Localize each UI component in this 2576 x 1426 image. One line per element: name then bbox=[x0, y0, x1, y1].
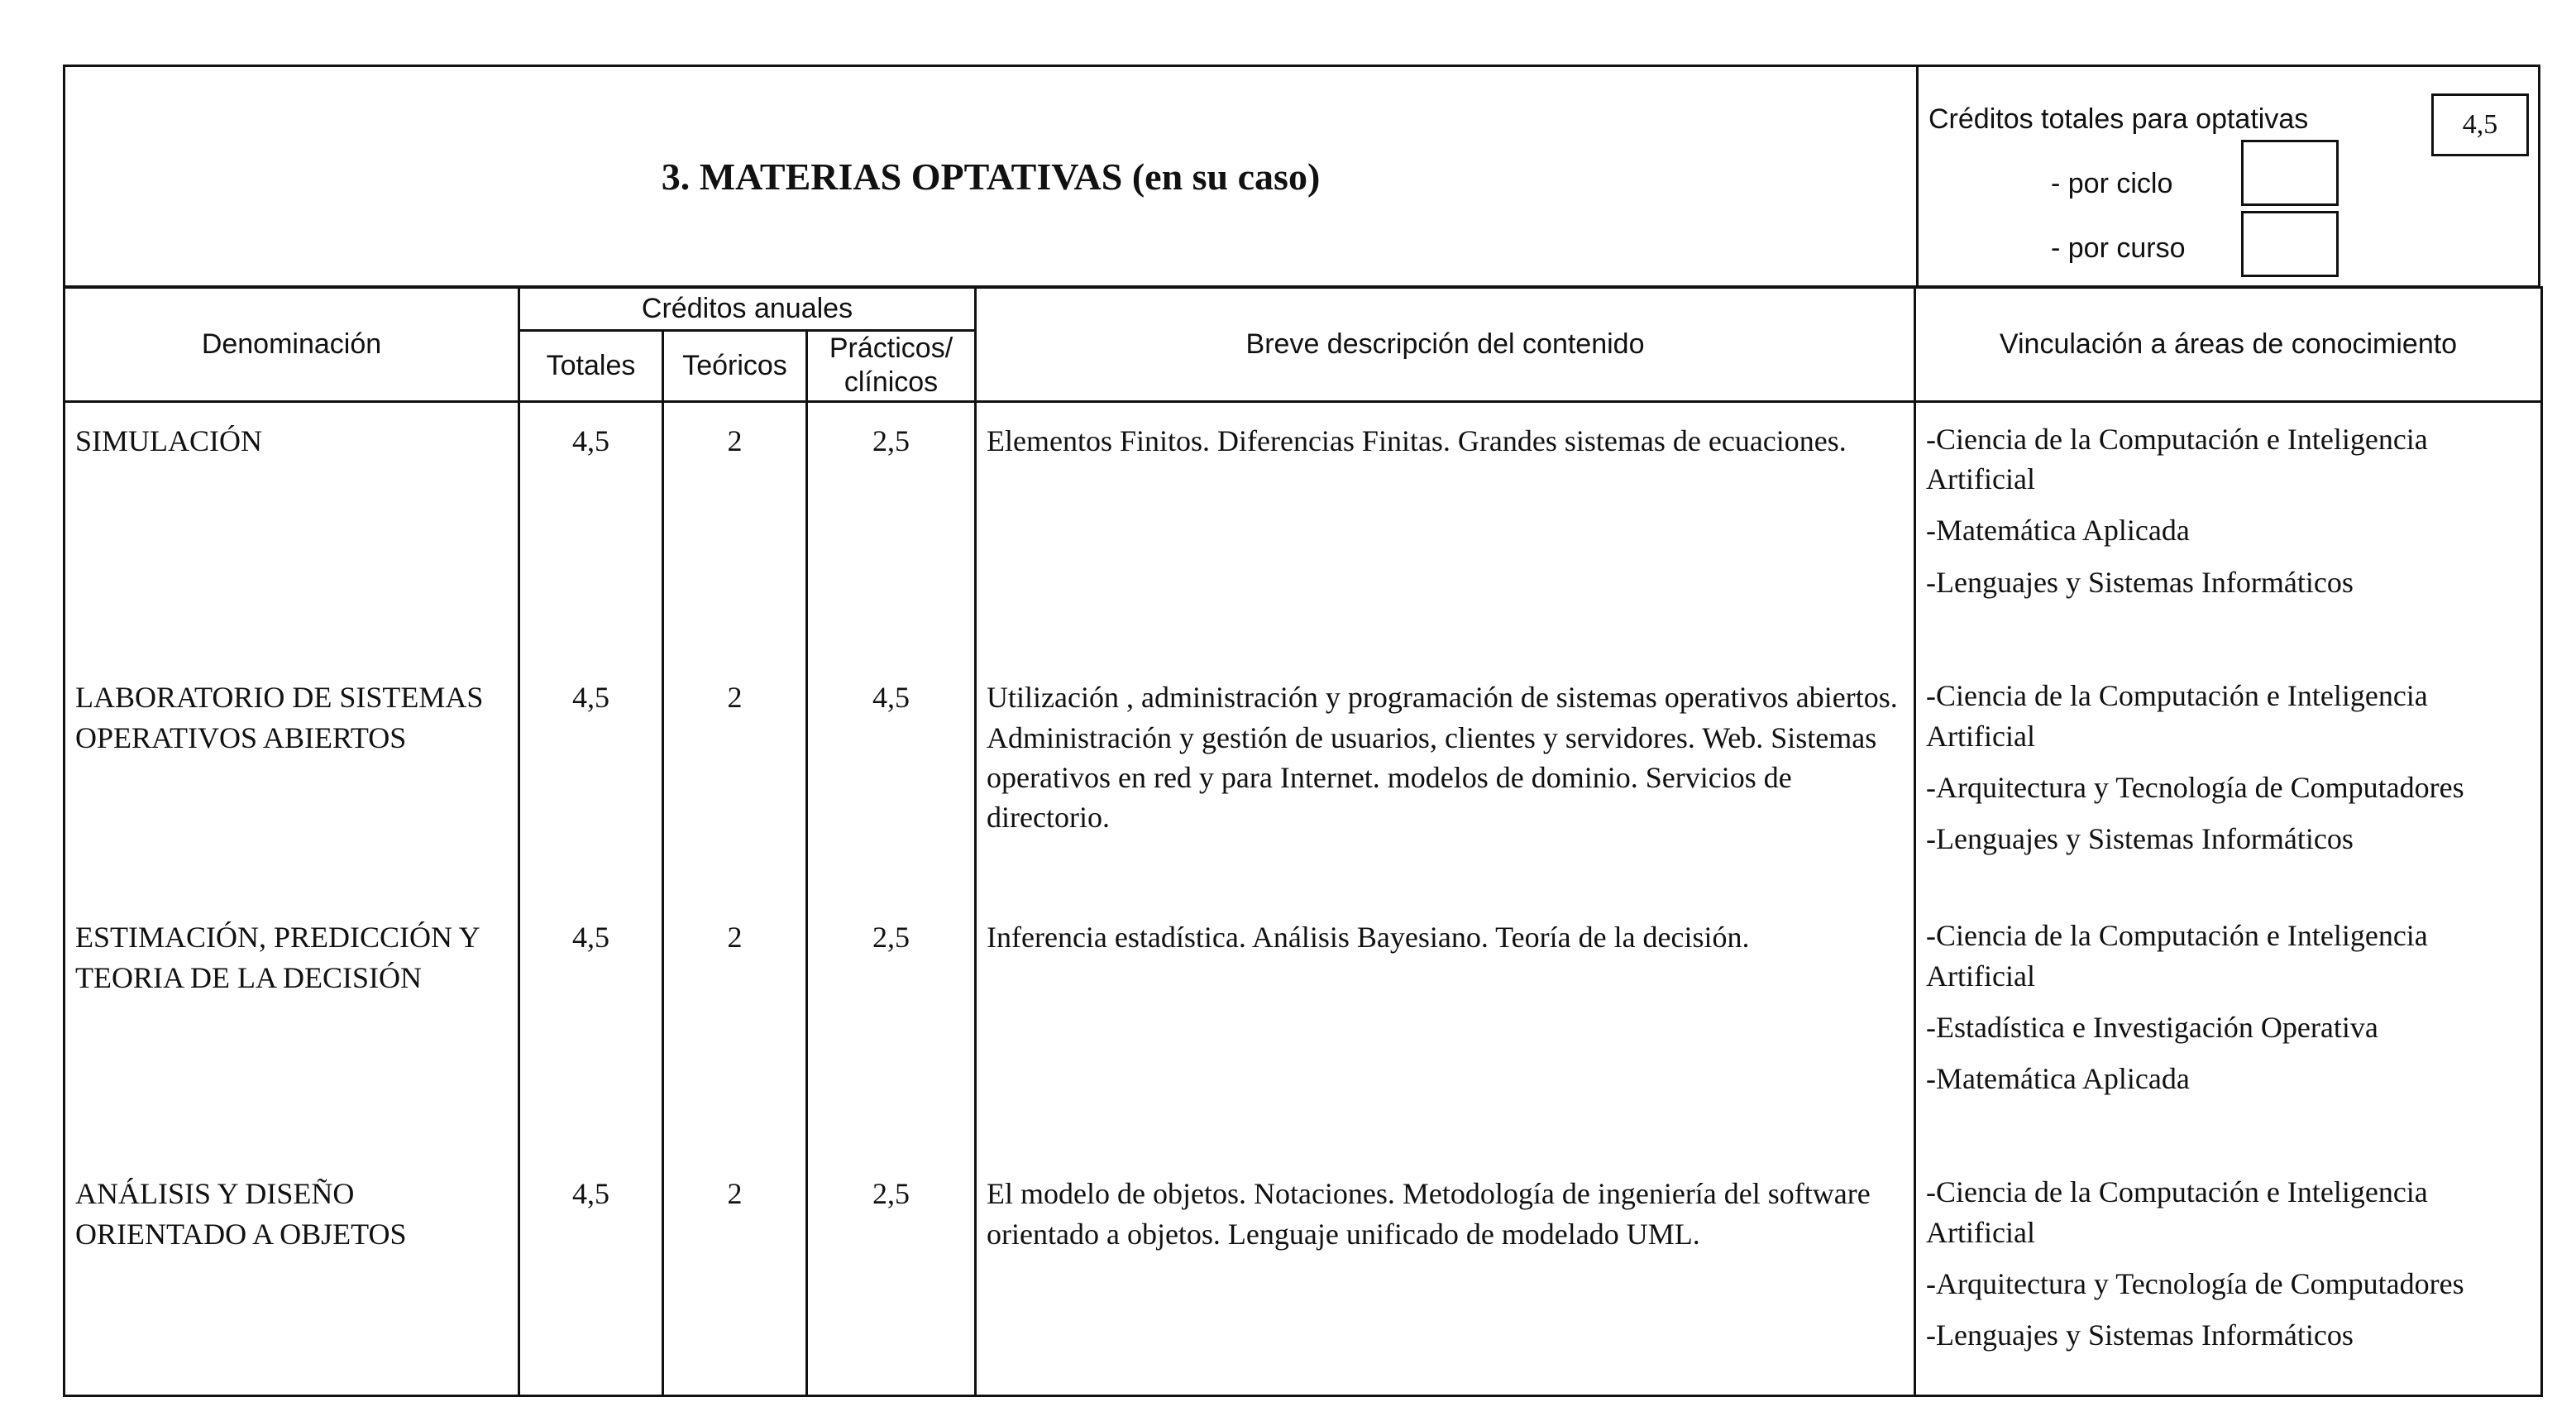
area-item: -Ciencia de la Computación e Inteligencia Artificial bbox=[1926, 1175, 2428, 1249]
area-item: -Estadística e Investigación Operativa bbox=[1926, 1010, 2378, 1044]
subject-name: SIMULACIÓN bbox=[65, 401, 519, 659]
credits-practice: 2,5 bbox=[807, 899, 976, 1156]
per-course-box bbox=[2241, 211, 2339, 277]
area-item: -Arquitectura y Tecnología de Computadores bbox=[1926, 1266, 2464, 1300]
subject-description: Utilización , administración y programación de sistemas operativos abiertos. Administración y gestión de usuarios, clientes y servidores. Web. Sistemas operativos en red y para Internet. modelos de dominio. Servicios de directorio. bbox=[976, 659, 1915, 899]
knowledge-areas bbox=[1915, 1156, 2542, 1395]
total-credits-label: Créditos totales para optativas bbox=[1928, 103, 2309, 135]
knowledge-areas bbox=[1915, 401, 2542, 659]
knowledge-areas bbox=[1915, 899, 2542, 1156]
subject-description: El modelo de objetos. Notaciones. Metodología de ingeniería del software orientado a objetos. Lenguaje unificado de modelado UML. bbox=[976, 1156, 1915, 1395]
credits-theory: 2 bbox=[663, 659, 807, 899]
area-item: -Lenguajes y Sistemas Informáticos bbox=[1926, 565, 2354, 599]
table-row bbox=[65, 659, 2542, 899]
knowledge-areas bbox=[1915, 659, 2542, 899]
credits-total: 4,5 bbox=[519, 401, 663, 659]
col-header-theory: Teóricos bbox=[663, 331, 807, 402]
subject-description: Inferencia estadística. Análisis Bayesiano. Teoría de la decisión. bbox=[976, 899, 1915, 1156]
subject-name: LABORATORIO DE SISTEMAS OPERATIVOS ABIERTOS bbox=[65, 659, 519, 899]
col-header-credits: Créditos anuales bbox=[519, 288, 976, 331]
col-header-areas: Vinculación a áreas de conocimiento bbox=[1915, 288, 2542, 402]
credits-theory: 2 bbox=[663, 899, 807, 1156]
area-item: -Ciencia de la Computación e Inteligencia Artificial bbox=[1926, 919, 2428, 993]
col-header-practice: Prácticos/ clínicos bbox=[807, 331, 976, 402]
total-credits-panel bbox=[1916, 67, 2540, 285]
credits-total: 4,5 bbox=[519, 659, 663, 899]
subjects-table bbox=[63, 286, 2543, 1397]
subject-name: ANÁLISIS Y DISEÑO ORIENTADO A OBJETOS bbox=[65, 1156, 519, 1395]
credits-practice: 2,5 bbox=[807, 401, 976, 659]
credits-total: 4,5 bbox=[519, 899, 663, 1156]
col-header-name: Denominación bbox=[65, 288, 519, 402]
per-cycle-box bbox=[2241, 140, 2339, 206]
subject-name: ESTIMACIÓN, PREDICCIÓN Y TEORIA DE LA DECISIÓN bbox=[65, 899, 519, 1156]
table-row bbox=[65, 1156, 2542, 1395]
page-title: 3. MATERIAS OPTATIVAS (en su caso) bbox=[661, 155, 1321, 198]
subject-description: Elementos Finitos. Diferencias Finitas. Grandes sistemas de ecuaciones. bbox=[976, 401, 1915, 659]
area-item: -Arquitectura y Tecnología de Computadores bbox=[1926, 770, 2464, 804]
credits-theory: 2 bbox=[663, 1156, 807, 1395]
area-item: -Matemática Aplicada bbox=[1926, 514, 2190, 548]
form-header bbox=[63, 65, 2540, 288]
per-cycle-label: - por ciclo bbox=[2051, 168, 2173, 199]
col-header-total: Totales bbox=[519, 331, 663, 402]
table-row bbox=[65, 401, 2542, 659]
per-course-label: - por curso bbox=[2051, 232, 2186, 264]
optional-subjects-form bbox=[63, 65, 2540, 1419]
credits-practice: 4,5 bbox=[807, 659, 976, 899]
area-item: -Lenguajes y Sistemas Informáticos bbox=[1926, 822, 2354, 856]
credits-total: 4,5 bbox=[519, 1156, 663, 1395]
area-item: -Lenguajes y Sistemas Informáticos bbox=[1926, 1318, 2354, 1352]
area-item: -Ciencia de la Computación e Inteligencia Artificial bbox=[1926, 679, 2428, 753]
area-item: -Ciencia de la Computación e Inteligencia Artificial bbox=[1926, 422, 2428, 496]
col-header-description: Breve descripción del contenido bbox=[976, 288, 1915, 402]
area-item: -Matemática Aplicada bbox=[1926, 1062, 2190, 1096]
credits-theory: 2 bbox=[663, 401, 807, 659]
table-row bbox=[65, 899, 2542, 1156]
total-credits-box: 4,5 bbox=[2431, 93, 2529, 156]
credits-practice: 2,5 bbox=[807, 1156, 976, 1395]
